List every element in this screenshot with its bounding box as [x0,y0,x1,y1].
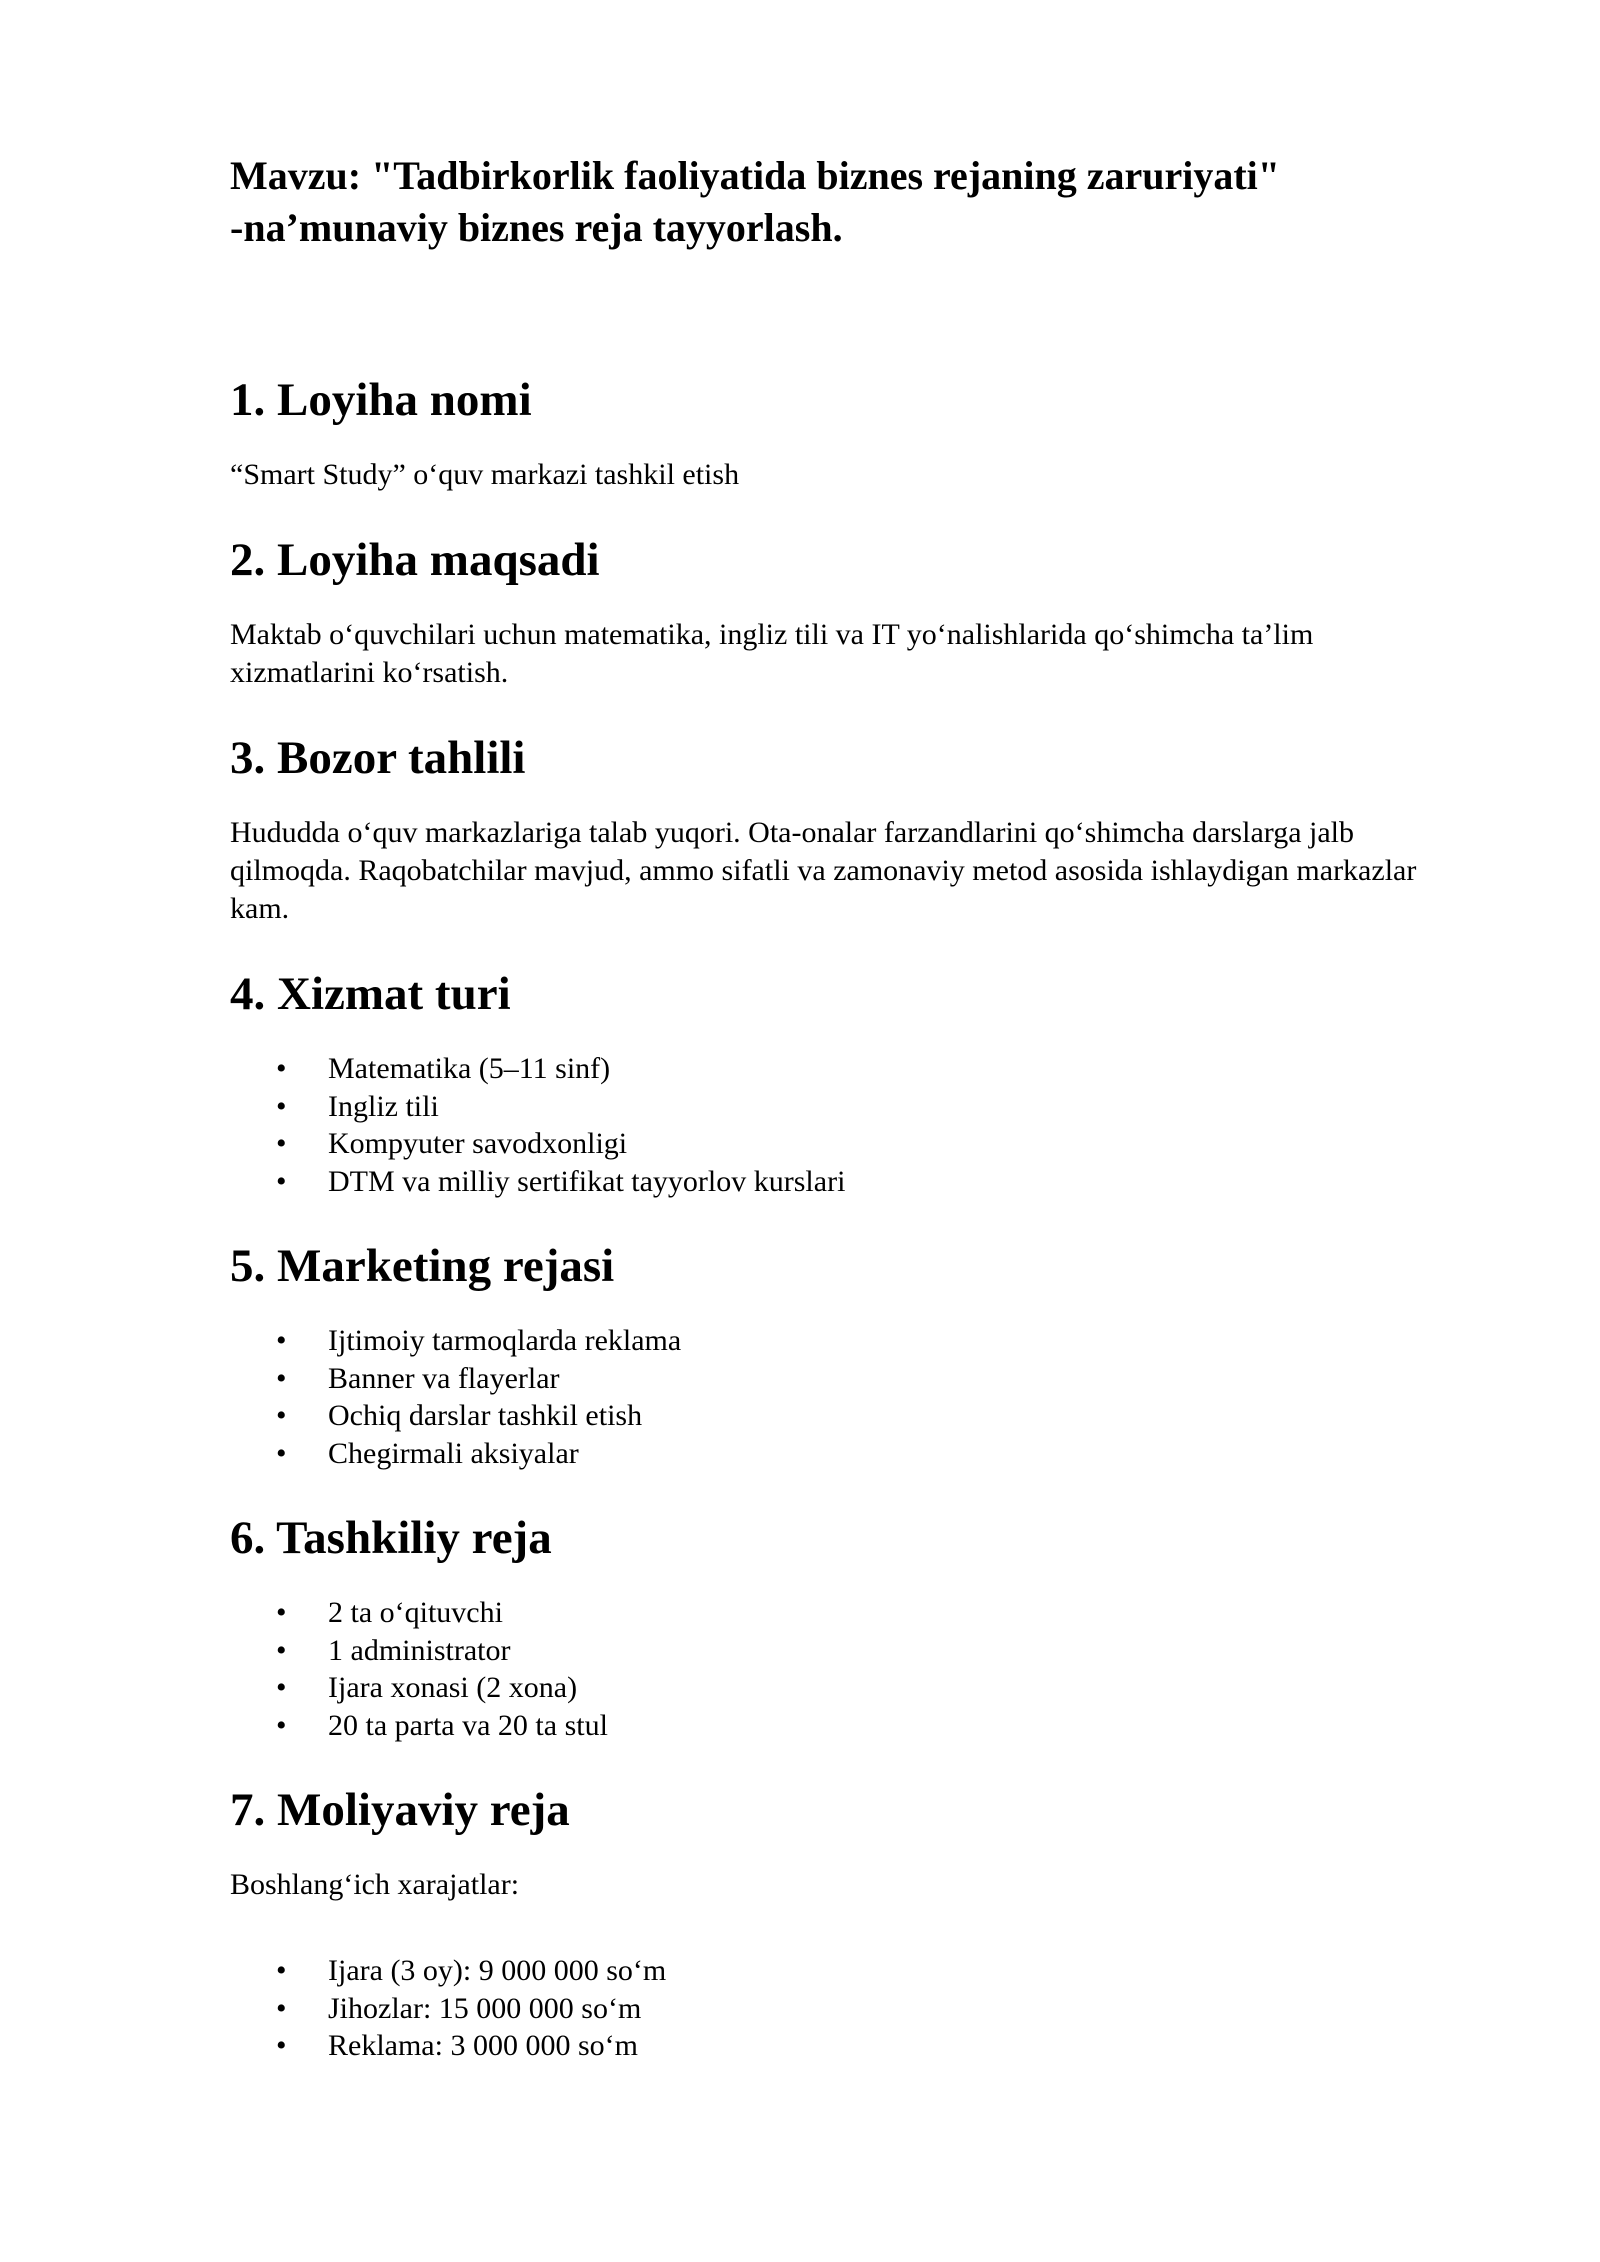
section-heading: 3. Bozor tahlili [230,732,526,784]
section-heading: 4. Xizmat turi [230,968,511,1020]
section-market-analysis [230,730,1460,928]
section-organizational-plan [230,1510,1460,1744]
section-project-name [230,372,1460,494]
list-item: • Ochiq darslar tashkil etish [230,1397,1460,1435]
section-project-goal [230,532,1460,692]
bullet-list [230,1050,1460,1200]
list-item: • 20 ta parta va 20 ta stul [230,1707,1460,1745]
list-item: • Matematika (5–11 sinf) [230,1050,1460,1088]
section-marketing-plan [230,1238,1460,1472]
section-heading: 2. Loyiha maqsadi [230,534,600,586]
document-page [230,150,1460,2103]
topic-line-1: Mavzu: "Tadbirkorlik faoliyatida biznes rejaning zaruriyati" [230,153,1280,198]
section-text: “Smart Study” o‘quv markazi tashkil etish [230,458,740,491]
section-text: Maktab o‘quvchilari uchun matematika, ingliz tili va IT yo‘nalishlarida qo‘shimcha ta’lim xizmatlarini ko‘rsatish. [230,618,1314,689]
list-item: • Reklama: 3 000 000 so‘m [230,2027,1460,2065]
list-item: • 2 ta o‘qituvchi [230,1594,1460,1632]
list-item: • Ingliz tili [230,1088,1460,1126]
list-item: • Kompyuter savodxonligi [230,1125,1460,1163]
list-item: • Ijtimoiy tarmoqlarda reklama [230,1322,1460,1360]
section-service-type [230,966,1460,1200]
topic-line-2: -na’munaviy biznes reja tayyorlash. [230,205,843,250]
section-heading: 5. Marketing rejasi [230,1240,615,1292]
list-item: • DTM va milliy sertifikat tayyorlov kurslari [230,1163,1460,1201]
section-text: Hududda o‘quv markazlariga talab yuqori. Ota-onalar farzandlarini qo‘shimcha darslarga jalb qilmoqda. Raqobatchilar mavjud, ammo sifatli va zamonaviy metod asosida ishlaydigan markazlar kam. [230,816,1417,925]
section-heading: 6. Tashkiliy reja [230,1512,552,1564]
list-item: • Ijara xonasi (2 xona) [230,1669,1460,1707]
section-heading: 1. Loyiha nomi [230,374,532,426]
section-heading: 7. Moliyaviy reja [230,1784,570,1836]
list-item: • Chegirmali aksiyalar [230,1435,1460,1473]
bullet-list [230,1322,1460,1472]
bullet-list [230,1952,1460,2065]
section-text: Boshlang‘ich xarajatlar: [230,1868,520,1901]
section-financial-plan [230,1782,1460,2065]
bullet-list [230,1594,1460,1744]
list-item: • Banner va flayerlar [230,1360,1460,1398]
list-item: • 1 administrator [230,1632,1460,1670]
list-item: • Ijara (3 oy): 9 000 000 so‘m [230,1952,1460,1990]
document-topic [230,150,1460,254]
list-item: • Jihozlar: 15 000 000 so‘m [230,1990,1460,2028]
